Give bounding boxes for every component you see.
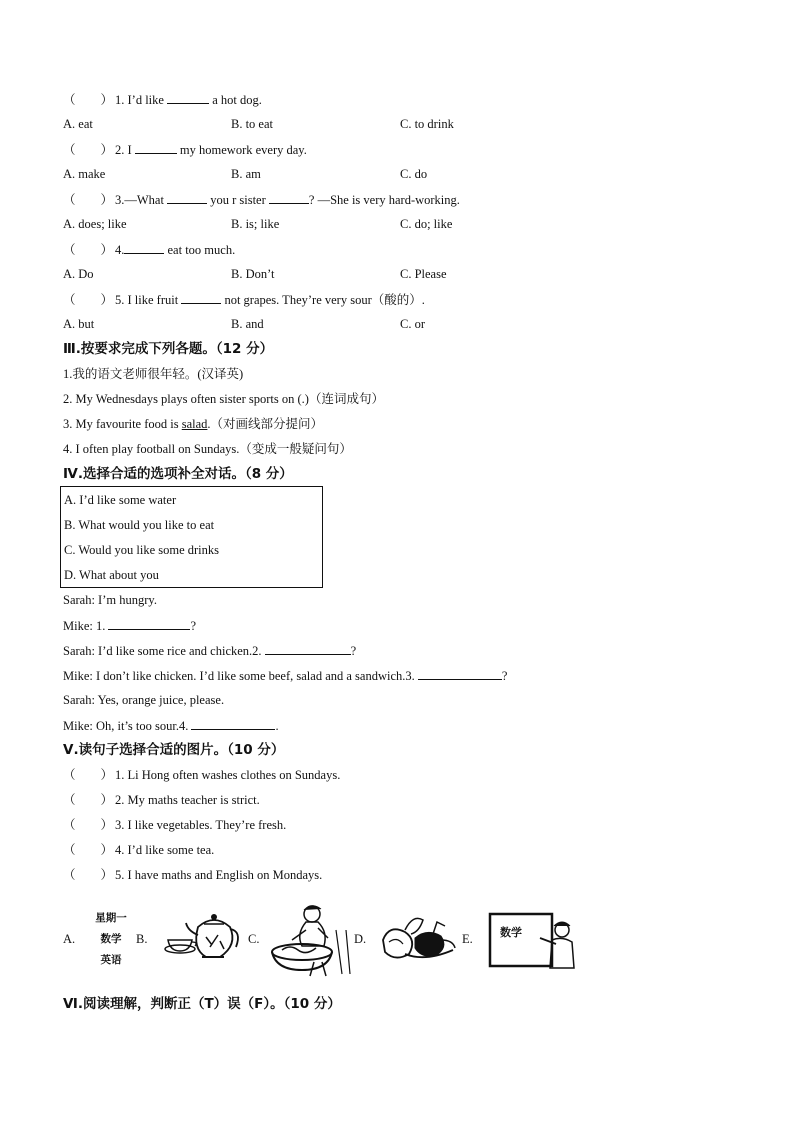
dialogue-line-2: Mike: 1. ? bbox=[63, 619, 197, 633]
answer-blank[interactable] bbox=[167, 191, 207, 204]
underlined-word: salad bbox=[181, 417, 208, 431]
box-option-b: B. What would you like to eat bbox=[64, 518, 215, 532]
options-q4 bbox=[63, 266, 623, 282]
box-option-d: D. What about you bbox=[64, 568, 159, 582]
picture-a-schedule: 星期一 数学 英语 bbox=[95, 912, 127, 966]
options-box bbox=[60, 486, 323, 588]
answer-blank[interactable] bbox=[181, 291, 221, 304]
option-b: B. is; like bbox=[231, 217, 280, 231]
answer-blank[interactable] bbox=[167, 91, 209, 104]
s5-item-1: （ ） 1. Li Hong often washes clothes on Sundays. bbox=[63, 768, 341, 782]
answer-paren[interactable]: （ ） bbox=[63, 193, 114, 207]
options-q1 bbox=[63, 116, 623, 132]
option-c: C. or bbox=[400, 317, 425, 331]
option-a: A. does; like bbox=[63, 217, 127, 231]
s3-question-2: 2. My Wednesdays plays often sister sports on (.)（连词成句） bbox=[63, 392, 384, 406]
teapot-icon bbox=[158, 905, 244, 965]
answer-paren[interactable]: （ ） bbox=[63, 93, 114, 107]
dialogue-line-4: Mike: I don’t like chicken. I’d like some beef, salad and a sandwich.3. ? bbox=[63, 669, 508, 683]
answer-paren[interactable]: （ ） bbox=[63, 293, 114, 307]
question-5: （ ） 5. I like fruit not grapes. They’re very sour（酸的）. bbox=[63, 293, 425, 307]
svg-text:数学: 数学 bbox=[500, 926, 522, 939]
vegetables-icon bbox=[375, 910, 460, 965]
option-a: A. Do bbox=[63, 267, 94, 281]
box-option-a: A. I’d like some water bbox=[64, 493, 177, 507]
s3-question-1: 1.我的语文老师很年轻。(汉译英) bbox=[63, 367, 244, 381]
answer-paren[interactable]: （ ） bbox=[63, 843, 114, 857]
answer-paren[interactable]: （ ） bbox=[63, 768, 114, 782]
option-b: B. Don’t bbox=[231, 267, 275, 281]
answer-blank[interactable] bbox=[269, 191, 309, 204]
dialogue-line-5: Sarah: Yes, orange juice, please. bbox=[63, 693, 225, 707]
question-3: （ ） 3.—What you r sister ? —She is very hard-working. bbox=[63, 193, 460, 207]
option-c: C. to drink bbox=[400, 117, 454, 131]
option-c: C. do; like bbox=[400, 217, 453, 231]
option-c: C. Please bbox=[400, 267, 447, 281]
question-4: （ ） 4. eat too much. bbox=[63, 243, 236, 257]
s3-question-3: 3. My favourite food is salad.（对画线部分提问） bbox=[63, 417, 324, 431]
answer-paren[interactable]: （ ） bbox=[63, 868, 114, 882]
section-6-title: Ⅵ.阅读理解，判断正（T）误（F）。（10 分） bbox=[63, 996, 341, 1012]
answer-blank[interactable] bbox=[191, 717, 275, 730]
picture-label-e: E. bbox=[462, 932, 473, 946]
answer-paren[interactable]: （ ） bbox=[63, 818, 114, 832]
answer-blank[interactable] bbox=[124, 241, 164, 254]
answer-blank[interactable] bbox=[135, 141, 177, 154]
option-b: B. and bbox=[231, 317, 264, 331]
answer-paren[interactable]: （ ） bbox=[63, 143, 114, 157]
option-c: C. do bbox=[400, 167, 428, 181]
teacher-blackboard-icon bbox=[486, 910, 582, 970]
question-2: （ ） 2. I my homework every day. bbox=[63, 143, 307, 157]
section-3-title: Ⅲ.按要求完成下列各题。（12 分） bbox=[63, 341, 274, 357]
options-q2 bbox=[63, 166, 623, 182]
s5-item-4: （ ） 4. I’d like some tea. bbox=[63, 843, 215, 857]
s3-question-4: 4. I often play football on Sundays.（变成一般疑问句） bbox=[63, 442, 352, 456]
dialogue-line-6: Mike: Oh, it’s too sour.4. . bbox=[63, 719, 279, 733]
answer-paren[interactable]: （ ） bbox=[63, 243, 114, 257]
dialogue-line-1: Sarah: I’m hungry. bbox=[63, 593, 157, 607]
options-q5 bbox=[63, 316, 623, 332]
answer-blank[interactable] bbox=[108, 617, 190, 630]
dialogue-line-3: Sarah: I’d like some rice and chicken.2. ? bbox=[63, 644, 357, 658]
options-q3 bbox=[63, 216, 623, 232]
s5-item-2: （ ） 2. My maths teacher is strict. bbox=[63, 793, 260, 807]
option-b: B. am bbox=[231, 167, 261, 181]
washing-clothes-icon bbox=[266, 900, 356, 978]
option-a: A. but bbox=[63, 317, 95, 331]
picture-label-c: C. bbox=[248, 932, 260, 946]
section-5-title: Ⅴ.读句子选择合适的图片。（10 分） bbox=[63, 742, 285, 758]
option-a: A. eat bbox=[63, 117, 93, 131]
s5-item-3: （ ） 3. I like vegetables. They’re fresh. bbox=[63, 818, 287, 832]
picture-label-a: A. bbox=[63, 932, 76, 946]
option-a: A. make bbox=[63, 167, 106, 181]
answer-paren[interactable]: （ ） bbox=[63, 793, 114, 807]
option-b: B. to eat bbox=[231, 117, 274, 131]
s5-item-5: （ ） 5. I have maths and English on Mondays. bbox=[63, 868, 323, 882]
picture-label-b: B. bbox=[136, 932, 148, 946]
answer-blank[interactable] bbox=[418, 667, 502, 680]
box-option-c: C. Would you like some drinks bbox=[64, 543, 220, 557]
picture-label-d: D. bbox=[354, 932, 367, 946]
section-4-title: Ⅳ.选择合适的选项补全对话。（8 分） bbox=[63, 466, 293, 482]
question-1: （ ） 1. I’d like a hot dog. bbox=[63, 93, 262, 107]
answer-blank[interactable] bbox=[265, 642, 351, 655]
